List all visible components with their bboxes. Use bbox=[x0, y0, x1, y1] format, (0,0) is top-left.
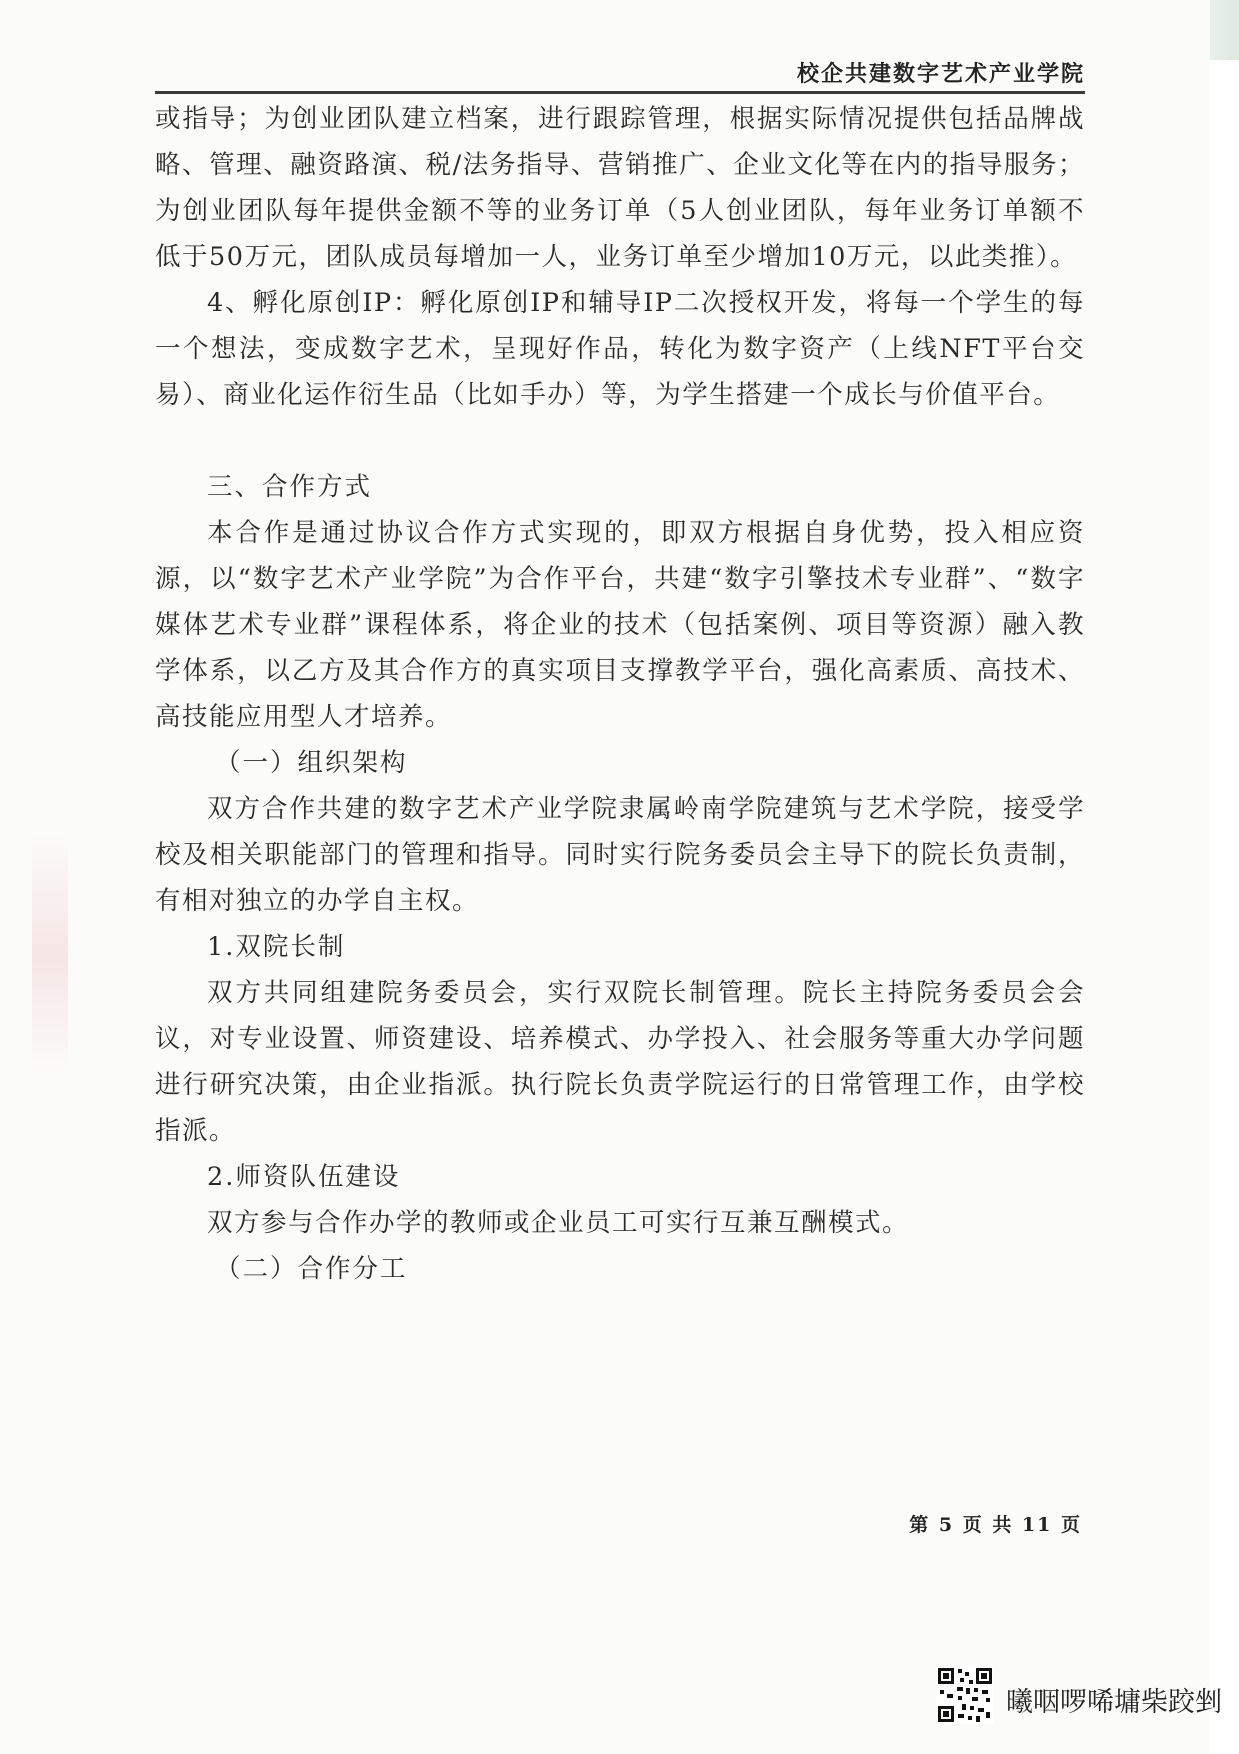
running-header bbox=[155, 57, 1085, 89]
paragraph-continued: 或指导；为创业团队建立档案，进行跟踪管理，根据实际情况提供包括品牌战略、管理、融资路演、税/法务指导、营销推广、企业文化等在内的指导服务；为创业团队每年提供金额不等的业务订单（5人创业团队，每年业务订单额不低于50万元，团队成员每增加一人，业务订单至少增加10万元，以此类推）。 bbox=[155, 104, 1085, 272]
item-heading-faculty: 2.师资队伍建设 bbox=[207, 1162, 401, 1192]
scan-stain bbox=[32, 835, 68, 1075]
paragraph-dual-dean: 双方共同组建院务委员会，实行双院长制管理。院长主持院务委员会会议，对专业设置、师资建设、培养模式、办学投入、社会服务等重大办学问题进行研究决策，由企业指派。执行院长负责学院运行的日常管理工作，由学校指派。 bbox=[155, 978, 1085, 1146]
qr-code-icon bbox=[936, 1666, 994, 1724]
subsection-heading-organization: （一）组织架构 bbox=[215, 748, 408, 778]
paragraph-cooperation-mode: 本合作是通过协议合作方式实现的，即双方根据自身优势，投入相应资源，以“数字艺术产业学院”为合作平台，共建“数字引擎技术专业群”、“数字媒体艺术专业群”课程体系，将企业的技术（包括案例、项目等资源）融入教学体系，以乙方及其合作方的真实项目支撑教学平台，强化高素质、高技术、高技能应用型人才培养。 bbox=[155, 518, 1085, 732]
item-heading-dual-dean: 1.双院长制 bbox=[207, 932, 346, 962]
watermark-text: 曦咽啰唏墉柴跤剉 bbox=[1006, 1687, 1222, 1718]
page-number: 第 5 页 共 11 页 bbox=[909, 1514, 1082, 1536]
page-body bbox=[155, 96, 1085, 1496]
scan-edge bbox=[1210, 0, 1239, 60]
section-spacer bbox=[155, 418, 1085, 464]
watermark bbox=[936, 1666, 1236, 1728]
paragraph-ip-incubation: 4、孵化原创IP：孵化原创IP和辅导IP二次授权开发，将每一个学生的每一个想法，变成数字艺术，呈现好作品，转化为数字资产（上线NFT平台交易）、商业化运作衍生品（比如手办）等，为学生搭建一个成长与价值平台。 bbox=[155, 288, 1085, 410]
header-title: 校企共建数字艺术产业学院 bbox=[796, 61, 1085, 87]
section-heading-cooperation-mode: 三、合作方式 bbox=[207, 472, 373, 502]
header-rule bbox=[155, 91, 1085, 94]
subsection-heading-division: （二）合作分工 bbox=[215, 1254, 408, 1284]
paragraph-organization: 双方合作共建的数字艺术产业学院隶属岭南学院建筑与艺术学院，接受学校及相关职能部门的管理和指导。同时实行院务委员会主导下的院长负责制，有相对独立的办学自主权。 bbox=[155, 794, 1085, 916]
paragraph-faculty: 双方参与合作办学的教师或企业员工可实行互兼互酬模式。 bbox=[207, 1208, 910, 1238]
